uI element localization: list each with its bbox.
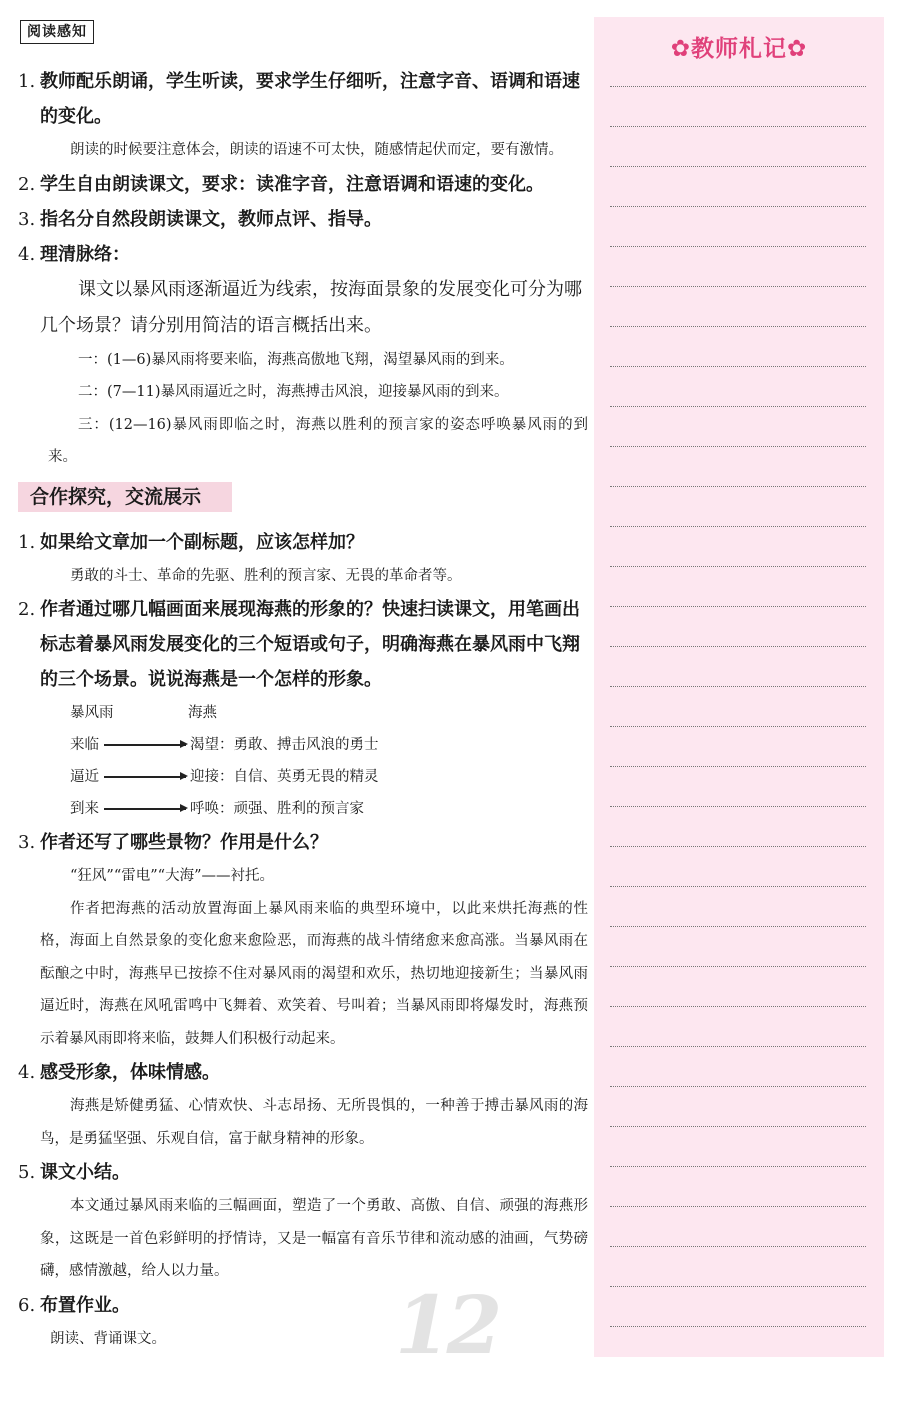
question-text: 课文小结。 bbox=[40, 1162, 130, 1183]
scene-row bbox=[70, 729, 588, 761]
question-number: 1. bbox=[18, 71, 36, 92]
answer-text: 海燕是矫健勇猛、心情欢快、斗志昂扬、无所畏惧的，一种善于搏击暴风雨的海鸟，是勇猛坚强、乐观自信，富于献身精神的形象。 bbox=[40, 1098, 588, 1147]
note-line bbox=[610, 1126, 866, 1127]
note-line bbox=[610, 126, 866, 127]
question-5 bbox=[18, 1155, 588, 1190]
note-line bbox=[610, 766, 866, 767]
storm-stage: 逼近 bbox=[70, 769, 99, 785]
question-text: 布置作业。 bbox=[40, 1294, 130, 1316]
question-text: 如果给文章加一个副标题，应该怎样加？ bbox=[40, 531, 364, 553]
question-number: 2. bbox=[18, 173, 36, 195]
note-line bbox=[610, 86, 866, 87]
question-text: 指名分自然段朗读课文，教师点评、指导。 bbox=[40, 208, 382, 230]
scene-row bbox=[70, 761, 588, 793]
question-text: 理清脉络： bbox=[40, 243, 130, 265]
scene-row bbox=[70, 793, 588, 825]
question-4 bbox=[18, 237, 588, 272]
column-header-petrel: 海燕 bbox=[188, 705, 217, 721]
answer-text: 作者把海燕的活动放置海面上暴风雨来临的典型环境中，以此来烘托海燕的性格，海面上自然景象的变化愈来愈险恶，而海燕的战斗情绪愈来愈高涨。当暴风雨在酝酿之中时，海燕早已按捺不住对暴风雨的渴望和欢乐，热切地迎接新生；当暴风雨逼近时，海燕在风吼雷鸣中飞舞着、欢笑着、号叫着；当暴风雨即将爆发时，海燕预示着暴风雨即将来临，鼓舞人们积极行动起来。 bbox=[40, 900, 588, 1047]
note-line bbox=[610, 886, 866, 887]
petrel-action: 渴望：勇敢、搏击风浪的勇士 bbox=[190, 737, 379, 753]
arrow-icon bbox=[104, 744, 186, 745]
note-line bbox=[610, 606, 866, 607]
arrow-icon bbox=[104, 776, 186, 777]
note-line bbox=[610, 686, 866, 687]
question-1 bbox=[18, 64, 588, 134]
arrow-icon bbox=[104, 808, 186, 809]
note-line bbox=[610, 526, 866, 527]
question-number: 2. bbox=[18, 599, 36, 620]
note-line bbox=[610, 1006, 866, 1007]
teacher-notes-panel bbox=[594, 17, 884, 1357]
question-4 bbox=[18, 1055, 588, 1090]
note-line bbox=[610, 1086, 866, 1087]
question-text: 作者通过哪几幅画面来展现海燕的形象的？快速扫读课文，用笔画出标志着暴风雨发展变化的三个短语或句子，明确海燕在暴风雨中飞翔的三个场景。说说海燕是一个怎样的形象。 bbox=[40, 599, 580, 690]
note-line bbox=[610, 726, 866, 727]
note-line bbox=[610, 406, 866, 407]
question-text: 学生自由朗读课文，要求：读准字音，注意语调和语速的变化。 bbox=[40, 173, 544, 195]
answer-text: 本文通过暴风雨来临的三幅画面，塑造了一个勇敢、高傲、自信、顽强的海燕形象，这既是一首色彩鲜明的抒情诗，又是一幅富有音乐节律和流动感的油画，气势磅礴，感情激越，给人以力量。 bbox=[40, 1198, 588, 1279]
note-line bbox=[610, 1286, 866, 1287]
note-line bbox=[610, 206, 866, 207]
storm-stage: 来临 bbox=[70, 737, 99, 753]
note-line bbox=[610, 566, 866, 567]
petrel-action: 迎接：自信、英勇无畏的精灵 bbox=[190, 769, 379, 785]
question-text: 教师配乐朗诵，学生听读，要求学生仔细听，注意字音、语调和语速的变化。 bbox=[40, 71, 580, 127]
note-line bbox=[610, 286, 866, 287]
question-number: 3. bbox=[18, 208, 36, 230]
question-3 bbox=[18, 202, 588, 237]
note-line bbox=[610, 326, 866, 327]
main-content bbox=[18, 20, 588, 1355]
question-6 bbox=[18, 1288, 588, 1323]
question-number: 1. bbox=[18, 531, 36, 553]
answer-text: “狂风”“雷电”“大海”——衬托。 bbox=[70, 868, 274, 884]
question-number: 6. bbox=[18, 1294, 36, 1316]
note-line bbox=[610, 646, 866, 647]
note-line bbox=[610, 166, 866, 167]
scene-1: 一：(1—6)暴风雨将要来临，海燕高傲地飞翔，渴望暴风雨的到来。 bbox=[78, 351, 514, 368]
teacher-notes-title: ✿教师札记✿ bbox=[670, 36, 808, 62]
section-title-cooperate: 合作探究，交流展示 bbox=[18, 482, 232, 512]
note-line bbox=[610, 966, 866, 967]
question-number: 4. bbox=[18, 243, 36, 265]
question-2 bbox=[18, 167, 588, 202]
page-number: 12 bbox=[395, 1278, 499, 1372]
note-line bbox=[610, 486, 866, 487]
question-1 bbox=[18, 525, 588, 560]
note-line bbox=[610, 806, 866, 807]
note-line bbox=[610, 926, 866, 927]
question-number: 3. bbox=[18, 832, 36, 853]
note-line bbox=[610, 1046, 866, 1047]
petrel-action: 呼唤：顽强、胜利的预言家 bbox=[190, 801, 364, 817]
question-number: 4. bbox=[18, 1062, 36, 1083]
note-line bbox=[610, 1166, 866, 1167]
column-header-storm: 暴风雨 bbox=[70, 705, 114, 721]
scene-table-header bbox=[70, 697, 588, 729]
note-line bbox=[610, 1326, 866, 1327]
scene-2: 二：(7—11)暴风雨逼近之时，海燕搏击风浪，迎接暴风雨的到来。 bbox=[78, 384, 509, 400]
question-2 bbox=[18, 592, 588, 697]
question-number: 5. bbox=[18, 1162, 36, 1183]
scene-3: 三：(12—16)暴风雨即临之时，海燕以胜利的预言家的姿态呼唤暴风雨的到来。 bbox=[48, 416, 588, 465]
question-text: 作者还写了哪些景物？作用是什么？ bbox=[40, 832, 328, 853]
note-line bbox=[610, 1246, 866, 1247]
question-text: 感受形象，体味情感。 bbox=[40, 1062, 220, 1083]
note-line bbox=[610, 246, 866, 247]
answer-text: 朗读、背诵课文。 bbox=[50, 1330, 166, 1347]
note-line bbox=[610, 846, 866, 847]
answer-text: 朗读的时候要注意体会，朗读的语速不可太快，随感情起伏而定，要有激情。 bbox=[70, 142, 563, 158]
question-body: 课文以暴风雨逐渐逼近为线索，按海面景象的发展变化可分为哪几个场景？请分别用简洁的语言概括出来。 bbox=[40, 278, 582, 336]
storm-stage: 到来 bbox=[70, 801, 99, 817]
section-title-reading: 阅读感知 bbox=[20, 20, 94, 44]
note-line bbox=[610, 366, 866, 367]
question-3 bbox=[18, 825, 588, 860]
note-line bbox=[610, 1206, 866, 1207]
answer-text: 勇敢的斗士、革命的先驱、胜利的预言家、无畏的革命者等。 bbox=[70, 567, 462, 584]
note-line bbox=[610, 446, 866, 447]
